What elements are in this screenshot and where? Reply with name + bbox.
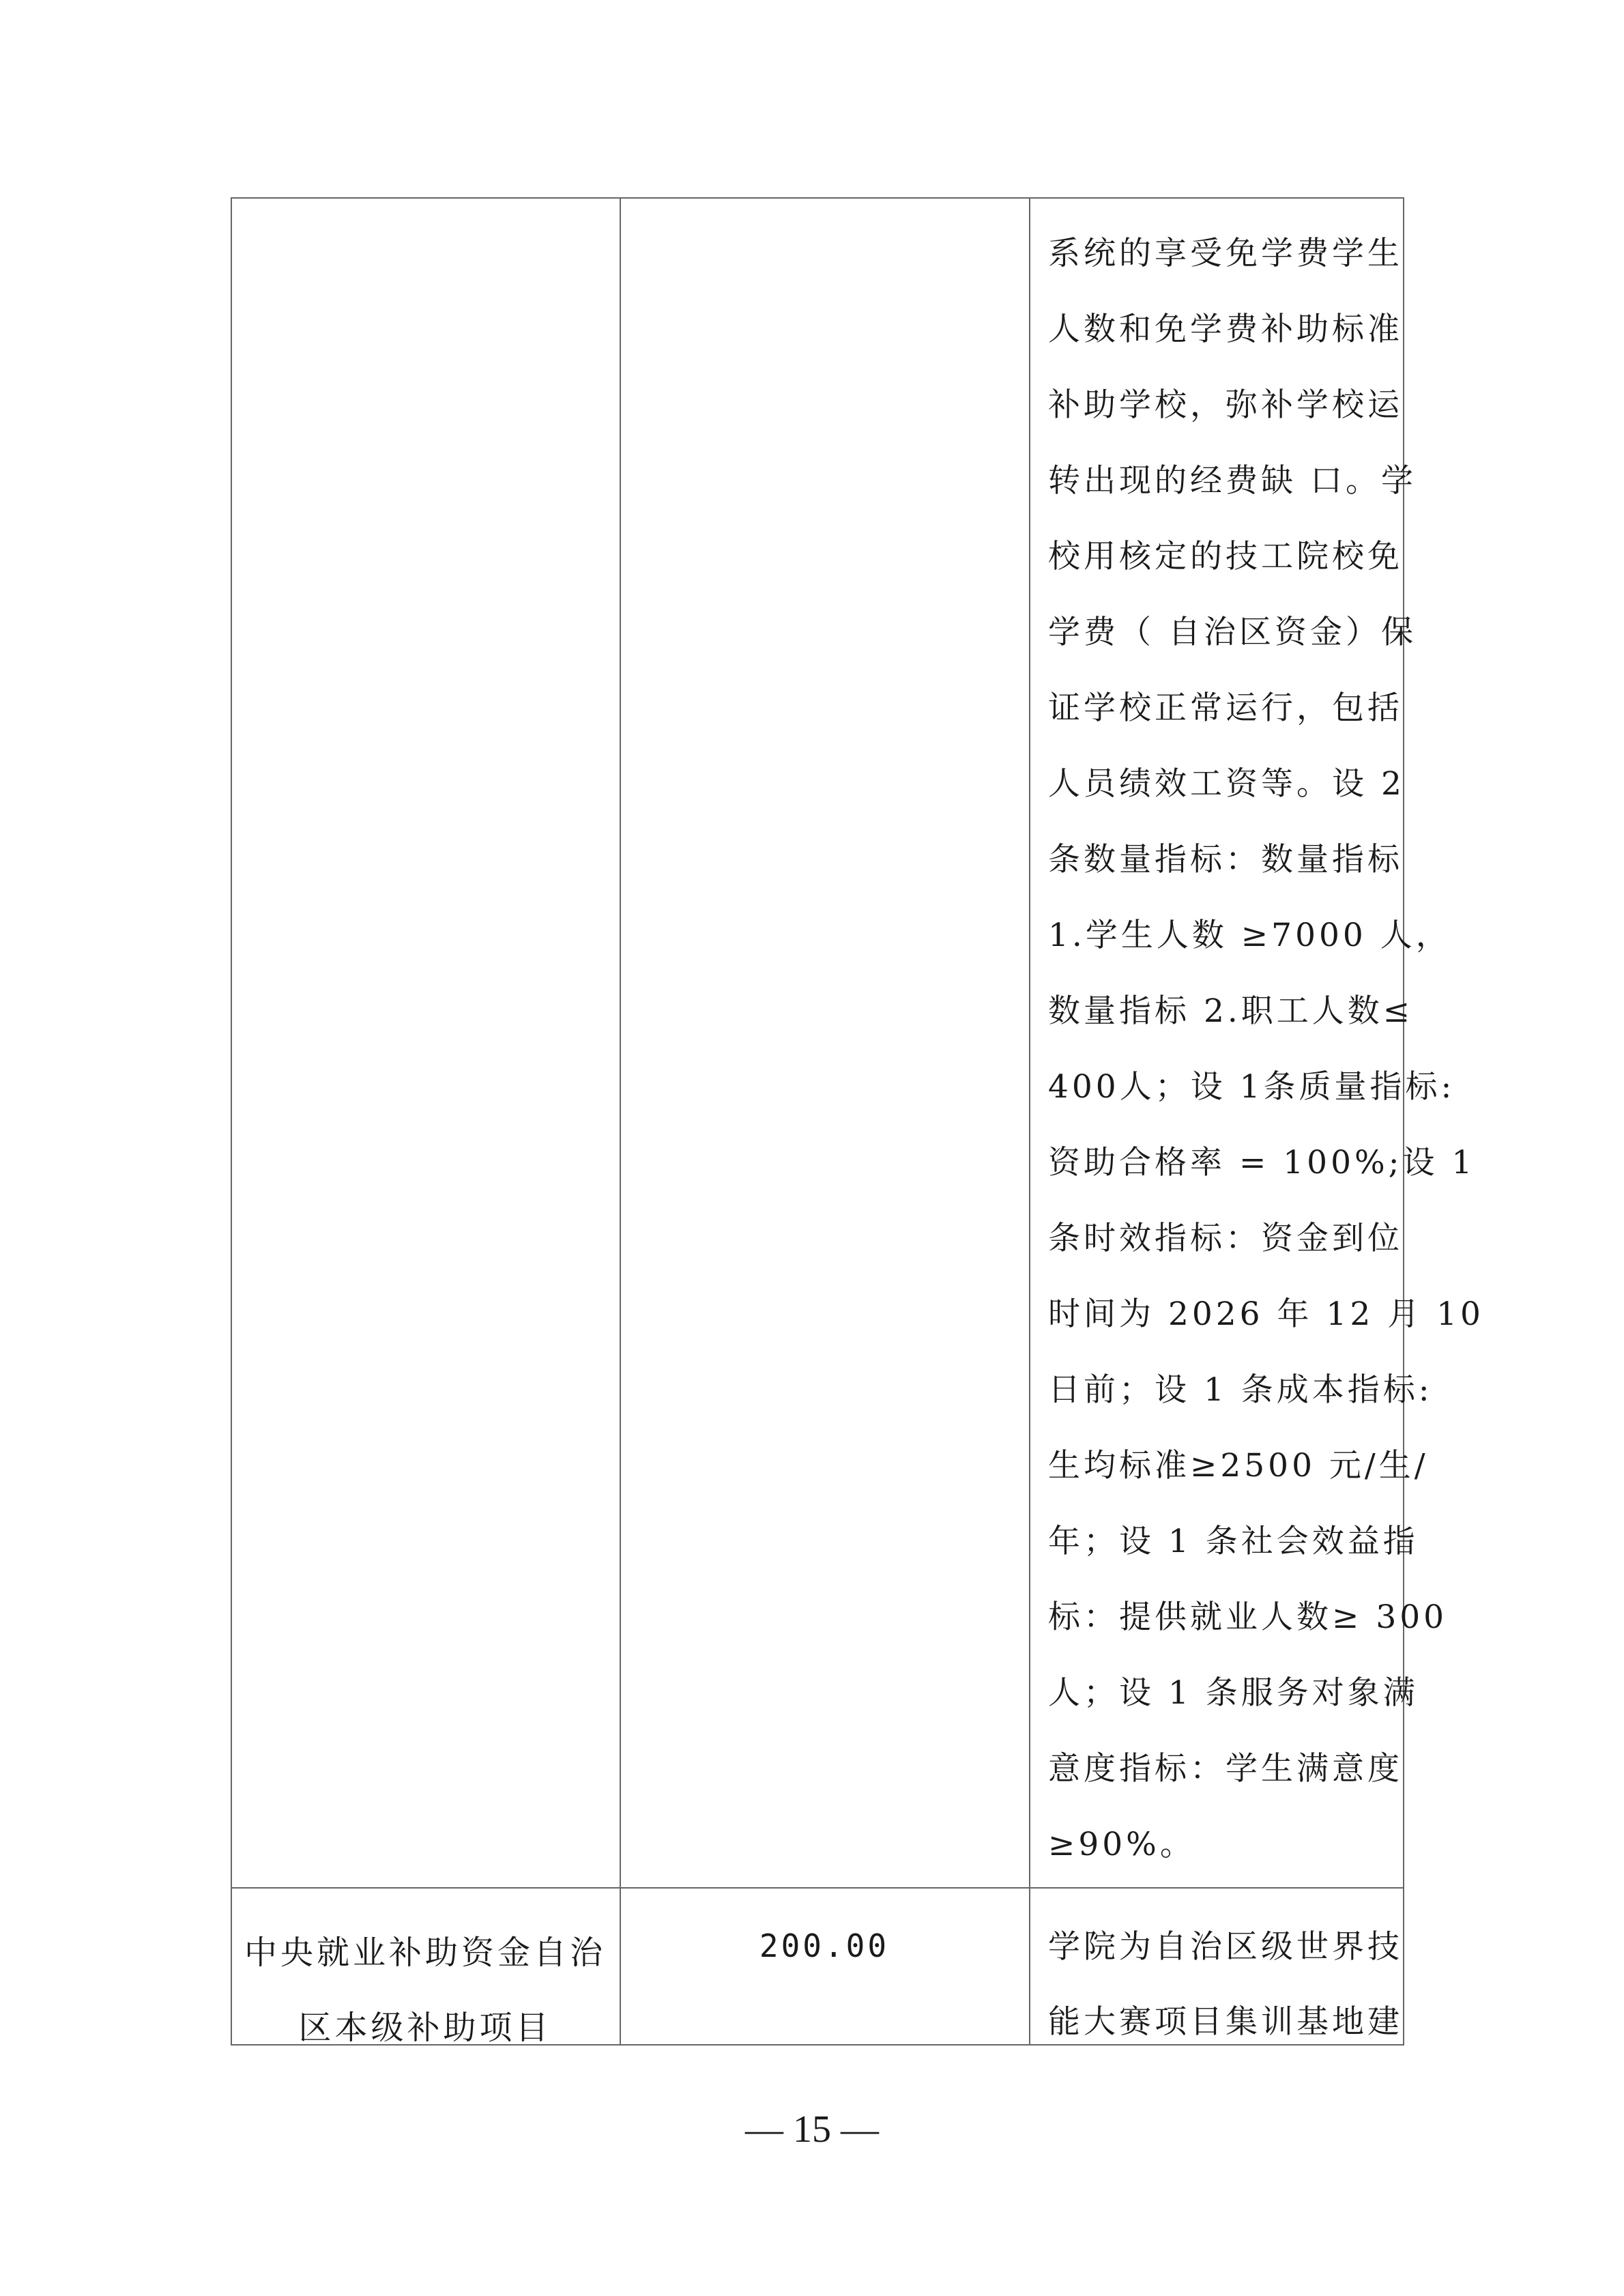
description-line: 人员绩效工资等。设 2 — [1048, 765, 1405, 803]
description-line: 条时效指标：资金到位 — [1048, 1220, 1403, 1257]
description-line: 1.学生人数 ≥7000 人， — [1048, 917, 1451, 954]
description-line: 数量指标 2.职工人数≤ — [1048, 992, 1414, 1030]
description-line: 400人；设 1条质量指标: — [1048, 1068, 1455, 1106]
description-line: 学院为自治区级世界技 — [1048, 1928, 1403, 1966]
description-line: 证学校正常运行，包括 — [1048, 689, 1403, 727]
description-line: ≥90%。 — [1048, 1826, 1195, 1863]
description-line: 生均标准≥2500 元/生/ — [1048, 1447, 1429, 1484]
description-line: 意度指标：学生满意度 — [1048, 1750, 1403, 1788]
description-line: 学费（ 自治区资金）保 — [1048, 614, 1417, 651]
project-name-line: 中央就业补助资金自治 — [244, 1934, 606, 1972]
description-line: 条数量指标：数量指标 — [1048, 841, 1403, 878]
description-line: 人数和免学费补助标准 — [1048, 311, 1403, 348]
description-line: 标：提供就业人数≥ 300 — [1048, 1598, 1448, 1636]
description-line: 校用核定的技工院校免 — [1048, 538, 1403, 575]
description-line: 资助合格率 = 100%;设 1 — [1048, 1144, 1476, 1181]
project-name-line: 区本级补助项目 — [298, 2009, 552, 2047]
column-divider-1 — [620, 199, 621, 2044]
description-line: 人；设 1 条服务对象满 — [1048, 1674, 1419, 1712]
project-amount: 200.00 — [759, 1927, 890, 1964]
description-line: 时间为 2026 年 12 月 10 — [1048, 1295, 1484, 1333]
description-line: 补助学校，弥补学校运 — [1048, 386, 1403, 424]
description-line: 能大赛项目集训基地建 — [1048, 2003, 1403, 2041]
page-number: — 15 — — [745, 2108, 879, 2151]
description-line: 日前；设 1 条成本指标: — [1048, 1371, 1433, 1409]
row-divider — [232, 1887, 1403, 1889]
description-line: 年；设 1 条社会效益指 — [1048, 1523, 1419, 1560]
description-line: 转出现的经费缺 口。学 — [1048, 462, 1417, 500]
description-line: 系统的享受免学费学生 — [1048, 235, 1403, 272]
column-divider-2 — [1029, 199, 1030, 2044]
